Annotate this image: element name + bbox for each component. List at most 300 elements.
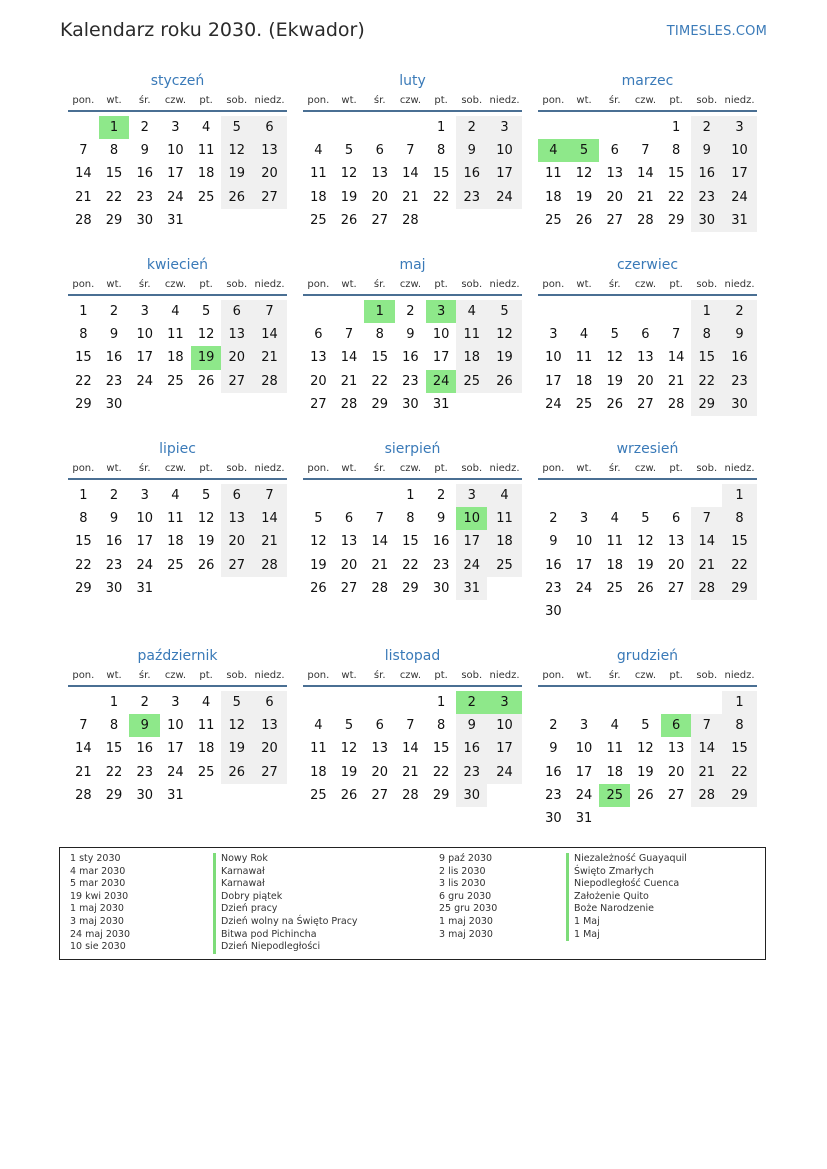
weekday-label: pon. xyxy=(542,279,565,290)
day-cell: 27 xyxy=(252,186,287,209)
day-cell: 3 xyxy=(579,511,589,527)
day-cell: 17 xyxy=(136,350,153,366)
empty-cell xyxy=(303,484,334,507)
legend-date: 3 maj 2030 xyxy=(439,928,493,940)
weekday-label: wt. xyxy=(576,463,592,474)
weekday-label: sob. xyxy=(226,670,248,681)
day-cell: 14 xyxy=(252,323,287,346)
empty-cell xyxy=(630,116,661,139)
day-cell: 4 xyxy=(171,304,180,320)
day-cell: 22 xyxy=(722,554,757,577)
day-cell: 15 xyxy=(371,350,388,366)
day-cell: 30 xyxy=(105,396,123,412)
day-cell: 24 xyxy=(456,554,487,577)
day-cell: 1 xyxy=(691,300,722,323)
day-cell: 15 xyxy=(105,166,123,182)
day-cell: 6 xyxy=(252,691,287,714)
day-cell: 29 xyxy=(722,784,757,807)
day-cell: 27 xyxy=(371,787,388,803)
day-cell: 23 xyxy=(105,373,123,389)
holiday-day-cell: 9 xyxy=(129,714,160,737)
empty-cell xyxy=(68,116,99,139)
weekday-label: śr. xyxy=(608,279,621,290)
day-cell: 26 xyxy=(637,787,654,803)
legend-date: 9 paź 2030 xyxy=(439,853,493,864)
day-cell: 17 xyxy=(575,764,593,780)
day-cell: 15 xyxy=(105,741,123,757)
weekday-label: sob. xyxy=(696,95,718,106)
day-cell: 1 xyxy=(79,304,88,320)
day-cell: 2 xyxy=(109,304,119,320)
day-cell: 18 xyxy=(606,557,623,573)
day-cell: 20 xyxy=(606,189,623,205)
day-cell: 7 xyxy=(691,714,722,737)
day-cell: 23 xyxy=(691,186,722,209)
day-cell: 24 xyxy=(136,373,153,389)
day-cell: 8 xyxy=(436,143,446,159)
day-cell: 4 xyxy=(610,511,619,527)
day-cell: 25 xyxy=(487,554,522,577)
day-cell: 1 xyxy=(722,691,757,714)
day-cell: 17 xyxy=(545,373,562,389)
weekday-label: niedz. xyxy=(254,279,285,290)
holiday-day-cell: 10 xyxy=(456,507,487,530)
day-cell: 8 xyxy=(722,507,757,530)
weekday-label: śr. xyxy=(138,279,151,290)
day-grid xyxy=(68,116,287,232)
empty-cell xyxy=(334,116,365,139)
month-name: listopad xyxy=(384,648,441,664)
day-cell: 28 xyxy=(637,212,654,228)
day-cell: 15 xyxy=(691,346,722,369)
day-cell: 6 xyxy=(641,327,650,343)
day-cell: 15 xyxy=(432,741,450,757)
empty-cell xyxy=(630,691,661,714)
day-cell: 3 xyxy=(171,120,180,136)
day-cell: 16 xyxy=(545,764,562,780)
legend-holiday-name: Dobry piątek xyxy=(213,891,358,904)
day-cell: 10 xyxy=(432,327,450,343)
day-cell: 8 xyxy=(691,323,722,346)
day-cell: 4 xyxy=(171,488,180,504)
weekday-header xyxy=(538,93,757,112)
day-cell: 21 xyxy=(75,189,92,205)
day-cell: 21 xyxy=(340,373,358,389)
day-cell: 15 xyxy=(432,166,450,182)
day-cell: 27 xyxy=(340,580,358,596)
day-cell: 12 xyxy=(487,323,522,346)
page-title: Kalendarz roku 2030. (Ekwador) xyxy=(60,19,365,41)
day-cell: 10 xyxy=(167,143,184,159)
day-cell: 23 xyxy=(545,580,562,596)
day-grid xyxy=(538,691,757,830)
weekday-label: pon. xyxy=(542,95,565,106)
day-cell: 5 xyxy=(221,691,252,714)
day-cell: 17 xyxy=(432,350,450,366)
day-cell: 10 xyxy=(487,139,522,162)
day-cell: 25 xyxy=(310,212,327,228)
legend-date: 3 lis 2030 xyxy=(439,878,486,890)
weekday-header xyxy=(538,461,757,480)
day-cell: 29 xyxy=(105,212,123,228)
day-cell: 7 xyxy=(406,143,415,159)
day-cell: 7 xyxy=(79,143,88,159)
day-cell: 16 xyxy=(105,534,123,550)
month-block xyxy=(303,438,522,600)
day-cell: 27 xyxy=(637,396,654,412)
weekday-label: wt. xyxy=(106,95,122,106)
month-block xyxy=(68,438,287,600)
day-cell: 21 xyxy=(691,554,722,577)
legend-date: 25 gru 2030 xyxy=(439,903,498,915)
day-cell: 9 xyxy=(406,327,415,343)
day-cell: 2 xyxy=(722,300,757,323)
day-cell: 5 xyxy=(221,116,252,139)
empty-cell xyxy=(303,116,334,139)
month-block xyxy=(538,645,757,830)
day-cell: 20 xyxy=(221,346,252,369)
legend-dates-right xyxy=(439,853,497,941)
day-cell: 26 xyxy=(637,580,654,596)
holiday-legend xyxy=(59,847,766,960)
day-cell: 13 xyxy=(606,166,623,182)
day-cell: 16 xyxy=(545,557,562,573)
holiday-day-cell: 1 xyxy=(99,116,130,139)
day-cell: 14 xyxy=(371,534,388,550)
legend-date: 6 gru 2030 xyxy=(439,890,492,902)
day-cell: 8 xyxy=(406,511,415,527)
empty-cell xyxy=(364,691,395,714)
month-block xyxy=(538,70,757,232)
day-cell: 12 xyxy=(637,741,654,757)
day-cell: 12 xyxy=(221,139,252,162)
day-cell: 17 xyxy=(167,741,184,757)
day-cell: 19 xyxy=(637,557,654,573)
day-cell: 28 xyxy=(667,396,685,412)
day-cell: 3 xyxy=(487,116,522,139)
day-cell: 19 xyxy=(575,189,593,205)
day-cell: 20 xyxy=(371,764,388,780)
day-cell: 1 xyxy=(436,695,446,711)
month-block xyxy=(538,438,757,623)
month-name: sierpień xyxy=(384,441,441,457)
day-cell: 16 xyxy=(456,737,487,760)
day-cell: 13 xyxy=(252,714,287,737)
weekday-label: pon. xyxy=(72,463,95,474)
day-cell: 6 xyxy=(221,300,252,323)
day-cell: 29 xyxy=(722,577,757,600)
day-cell: 15 xyxy=(722,530,757,553)
weekday-label: pon. xyxy=(307,279,330,290)
day-cell: 30 xyxy=(136,787,153,803)
weekday-header xyxy=(538,668,757,687)
legend-names-left xyxy=(213,853,358,954)
day-cell: 5 xyxy=(641,718,650,734)
legend-date: 1 sty 2030 xyxy=(70,853,121,864)
weekday-label: wt. xyxy=(341,95,357,106)
day-cell: 18 xyxy=(575,373,593,389)
empty-cell xyxy=(303,691,334,714)
empty-cell xyxy=(569,300,600,323)
weekday-label: czw. xyxy=(399,670,421,681)
day-cell: 2 xyxy=(109,488,119,504)
day-cell: 21 xyxy=(75,764,92,780)
day-cell: 18 xyxy=(197,741,215,757)
day-cell: 11 xyxy=(310,741,327,757)
day-cell: 24 xyxy=(575,787,593,803)
day-cell: 22 xyxy=(691,370,722,393)
day-cell: 15 xyxy=(667,166,685,182)
day-cell: 24 xyxy=(167,764,184,780)
day-cell: 25 xyxy=(456,370,487,393)
day-cell: 14 xyxy=(667,350,685,366)
weekday-label: śr. xyxy=(373,95,386,106)
day-cell: 3 xyxy=(140,488,149,504)
day-cell: 16 xyxy=(402,350,419,366)
day-cell: 5 xyxy=(201,304,211,320)
day-cell: 25 xyxy=(167,557,184,573)
month-block xyxy=(538,254,757,416)
day-cell: 17 xyxy=(136,534,153,550)
day-grid xyxy=(538,484,757,623)
weekday-label: pt. xyxy=(199,279,213,290)
weekday-label: sob. xyxy=(696,463,718,474)
day-cell: 15 xyxy=(75,350,92,366)
day-cell: 23 xyxy=(136,189,153,205)
weekday-label: sob. xyxy=(461,95,483,106)
day-cell: 7 xyxy=(252,484,287,507)
day-cell: 20 xyxy=(252,162,287,185)
weekday-label: wt. xyxy=(576,670,592,681)
empty-cell xyxy=(395,691,426,714)
weekday-label: czw. xyxy=(164,95,186,106)
day-cell: 24 xyxy=(722,186,757,209)
legend-date: 2 lis 2030 xyxy=(439,865,486,877)
empty-cell xyxy=(661,484,692,507)
weekday-header xyxy=(68,277,287,296)
day-cell: 1 xyxy=(436,120,446,136)
day-cell: 25 xyxy=(197,764,215,780)
day-cell: 21 xyxy=(691,761,722,784)
day-cell: 14 xyxy=(75,741,92,757)
day-cell: 12 xyxy=(606,350,623,366)
day-cell: 12 xyxy=(197,511,215,527)
day-cell: 24 xyxy=(575,580,593,596)
weekday-label: pt. xyxy=(669,279,683,290)
day-cell: 8 xyxy=(436,718,446,734)
legend-date: 1 maj 2030 xyxy=(70,903,124,915)
day-cell: 6 xyxy=(671,511,681,527)
day-cell: 23 xyxy=(456,761,487,784)
month-name: maj xyxy=(399,257,426,273)
legend-date: 1 maj 2030 xyxy=(439,915,493,927)
weekday-label: pt. xyxy=(434,279,448,290)
legend-holiday-name: Święto Zmarłych xyxy=(566,866,687,879)
day-cell: 20 xyxy=(667,764,685,780)
day-cell: 2 xyxy=(456,116,487,139)
day-cell: 13 xyxy=(252,139,287,162)
day-cell: 4 xyxy=(456,300,487,323)
day-cell: 16 xyxy=(136,741,153,757)
day-cell: 18 xyxy=(545,189,562,205)
day-cell: 3 xyxy=(140,304,149,320)
weekday-label: czw. xyxy=(164,670,186,681)
legend-holiday-name: 1 Maj xyxy=(566,929,687,942)
day-cell: 13 xyxy=(667,741,685,757)
weekday-label: niedz. xyxy=(489,279,520,290)
day-cell: 7 xyxy=(252,300,287,323)
holiday-day-cell: 4 xyxy=(538,139,569,162)
weekday-label: niedz. xyxy=(724,670,755,681)
legend-holiday-name: Założenie Quito xyxy=(566,891,687,904)
day-cell: 31 xyxy=(432,396,450,412)
weekday-label: wt. xyxy=(106,463,122,474)
month-name: wrzesień xyxy=(616,441,679,457)
day-cell: 6 xyxy=(221,484,252,507)
day-cell: 28 xyxy=(371,580,388,596)
day-cell: 2 xyxy=(436,488,446,504)
day-cell: 12 xyxy=(340,741,358,757)
weekday-label: niedz. xyxy=(254,463,285,474)
day-cell: 28 xyxy=(402,787,419,803)
day-cell: 13 xyxy=(637,350,654,366)
day-cell: 24 xyxy=(487,761,522,784)
month-name: czerwiec xyxy=(616,257,679,273)
day-cell: 19 xyxy=(606,373,623,389)
day-cell: 11 xyxy=(487,507,522,530)
day-cell: 8 xyxy=(79,327,88,343)
day-cell: 27 xyxy=(667,580,685,596)
legend-holiday-name: Karnawał xyxy=(213,878,358,891)
weekday-label: czw. xyxy=(634,463,656,474)
weekday-label: śr. xyxy=(138,463,151,474)
day-cell: 10 xyxy=(722,139,757,162)
weekday-label: wt. xyxy=(341,670,357,681)
day-cell: 17 xyxy=(722,162,757,185)
day-cell: 5 xyxy=(487,300,522,323)
day-cell: 14 xyxy=(691,530,722,553)
day-cell: 13 xyxy=(221,323,252,346)
empty-cell xyxy=(538,116,569,139)
day-cell: 17 xyxy=(487,162,522,185)
day-cell: 22 xyxy=(105,189,123,205)
month-block xyxy=(68,70,287,232)
month-name: styczeń xyxy=(150,73,205,89)
day-cell: 21 xyxy=(371,557,388,573)
day-cell: 10 xyxy=(575,534,593,550)
day-cell: 20 xyxy=(252,737,287,760)
day-cell: 16 xyxy=(136,166,153,182)
legend-holiday-name: Dzień Niepodległości xyxy=(213,941,358,954)
day-cell: 11 xyxy=(606,534,623,550)
brand-link[interactable]: TIMESLES.COM xyxy=(666,24,767,39)
day-cell: 22 xyxy=(75,557,92,573)
weekday-label: pon. xyxy=(307,463,330,474)
day-cell: 11 xyxy=(197,718,215,734)
day-cell: 21 xyxy=(637,189,654,205)
day-cell: 27 xyxy=(371,212,388,228)
empty-cell xyxy=(364,484,395,507)
day-cell: 24 xyxy=(136,557,153,573)
day-cell: 12 xyxy=(637,534,654,550)
day-grid xyxy=(68,300,287,416)
legend-date: 10 sie 2030 xyxy=(70,941,126,953)
day-cell: 18 xyxy=(197,166,215,182)
legend-holiday-name: Boże Narodzenie xyxy=(566,903,687,916)
day-cell: 10 xyxy=(167,718,184,734)
day-cell: 12 xyxy=(340,166,358,182)
day-grid xyxy=(68,484,287,600)
day-cell: 21 xyxy=(252,346,287,369)
legend-date: 24 maj 2030 xyxy=(70,928,131,940)
weekday-label: pon. xyxy=(542,670,565,681)
day-cell: 21 xyxy=(667,373,685,389)
day-cell: 21 xyxy=(402,189,419,205)
weekday-label: niedz. xyxy=(254,95,285,106)
day-cell: 6 xyxy=(375,143,384,159)
holiday-day-cell: 6 xyxy=(661,714,692,737)
day-cell: 24 xyxy=(545,396,562,412)
day-cell: 21 xyxy=(252,530,287,553)
day-cell: 19 xyxy=(310,557,327,573)
day-cell: 25 xyxy=(167,373,184,389)
legend-holiday-name: Dzień wolny na Święto Pracy xyxy=(213,916,358,929)
empty-cell xyxy=(334,691,365,714)
weekday-label: pon. xyxy=(72,670,95,681)
day-cell: 23 xyxy=(545,787,562,803)
day-cell: 28 xyxy=(402,212,419,228)
weekday-label: sob. xyxy=(226,279,248,290)
day-cell: 22 xyxy=(722,761,757,784)
weekday-label: wt. xyxy=(106,670,122,681)
day-cell: 2 xyxy=(140,120,149,136)
day-cell: 18 xyxy=(606,764,623,780)
day-cell: 9 xyxy=(436,511,446,527)
holiday-day-cell: 2 xyxy=(456,691,487,714)
weekday-label: niedz. xyxy=(724,279,755,290)
day-cell: 8 xyxy=(109,143,119,159)
empty-cell xyxy=(691,484,722,507)
day-cell: 10 xyxy=(136,327,153,343)
day-cell: 8 xyxy=(109,718,119,734)
day-cell: 2 xyxy=(691,116,722,139)
weekday-label: sob. xyxy=(696,279,718,290)
day-cell: 10 xyxy=(487,714,522,737)
weekday-label: czw. xyxy=(634,279,656,290)
day-cell: 27 xyxy=(221,554,252,577)
day-cell: 23 xyxy=(136,764,153,780)
day-cell: 10 xyxy=(136,511,153,527)
day-cell: 13 xyxy=(371,166,388,182)
day-cell: 4 xyxy=(487,484,522,507)
day-cell: 30 xyxy=(545,811,562,827)
empty-cell xyxy=(661,691,692,714)
day-cell: 31 xyxy=(136,580,153,596)
legend-holiday-name: Niepodległość Cuenca xyxy=(566,878,687,891)
day-grid xyxy=(68,691,287,807)
day-cell: 30 xyxy=(105,580,123,596)
month-name: grudzień xyxy=(616,648,679,664)
day-cell: 29 xyxy=(75,396,92,412)
day-grid xyxy=(303,300,522,416)
day-cell: 17 xyxy=(167,166,184,182)
day-cell: 17 xyxy=(456,530,487,553)
day-cell: 17 xyxy=(575,557,593,573)
day-cell: 29 xyxy=(75,580,92,596)
legend-date: 19 kwi 2030 xyxy=(70,890,129,902)
weekday-label: pon. xyxy=(72,279,95,290)
month-block xyxy=(68,645,287,807)
